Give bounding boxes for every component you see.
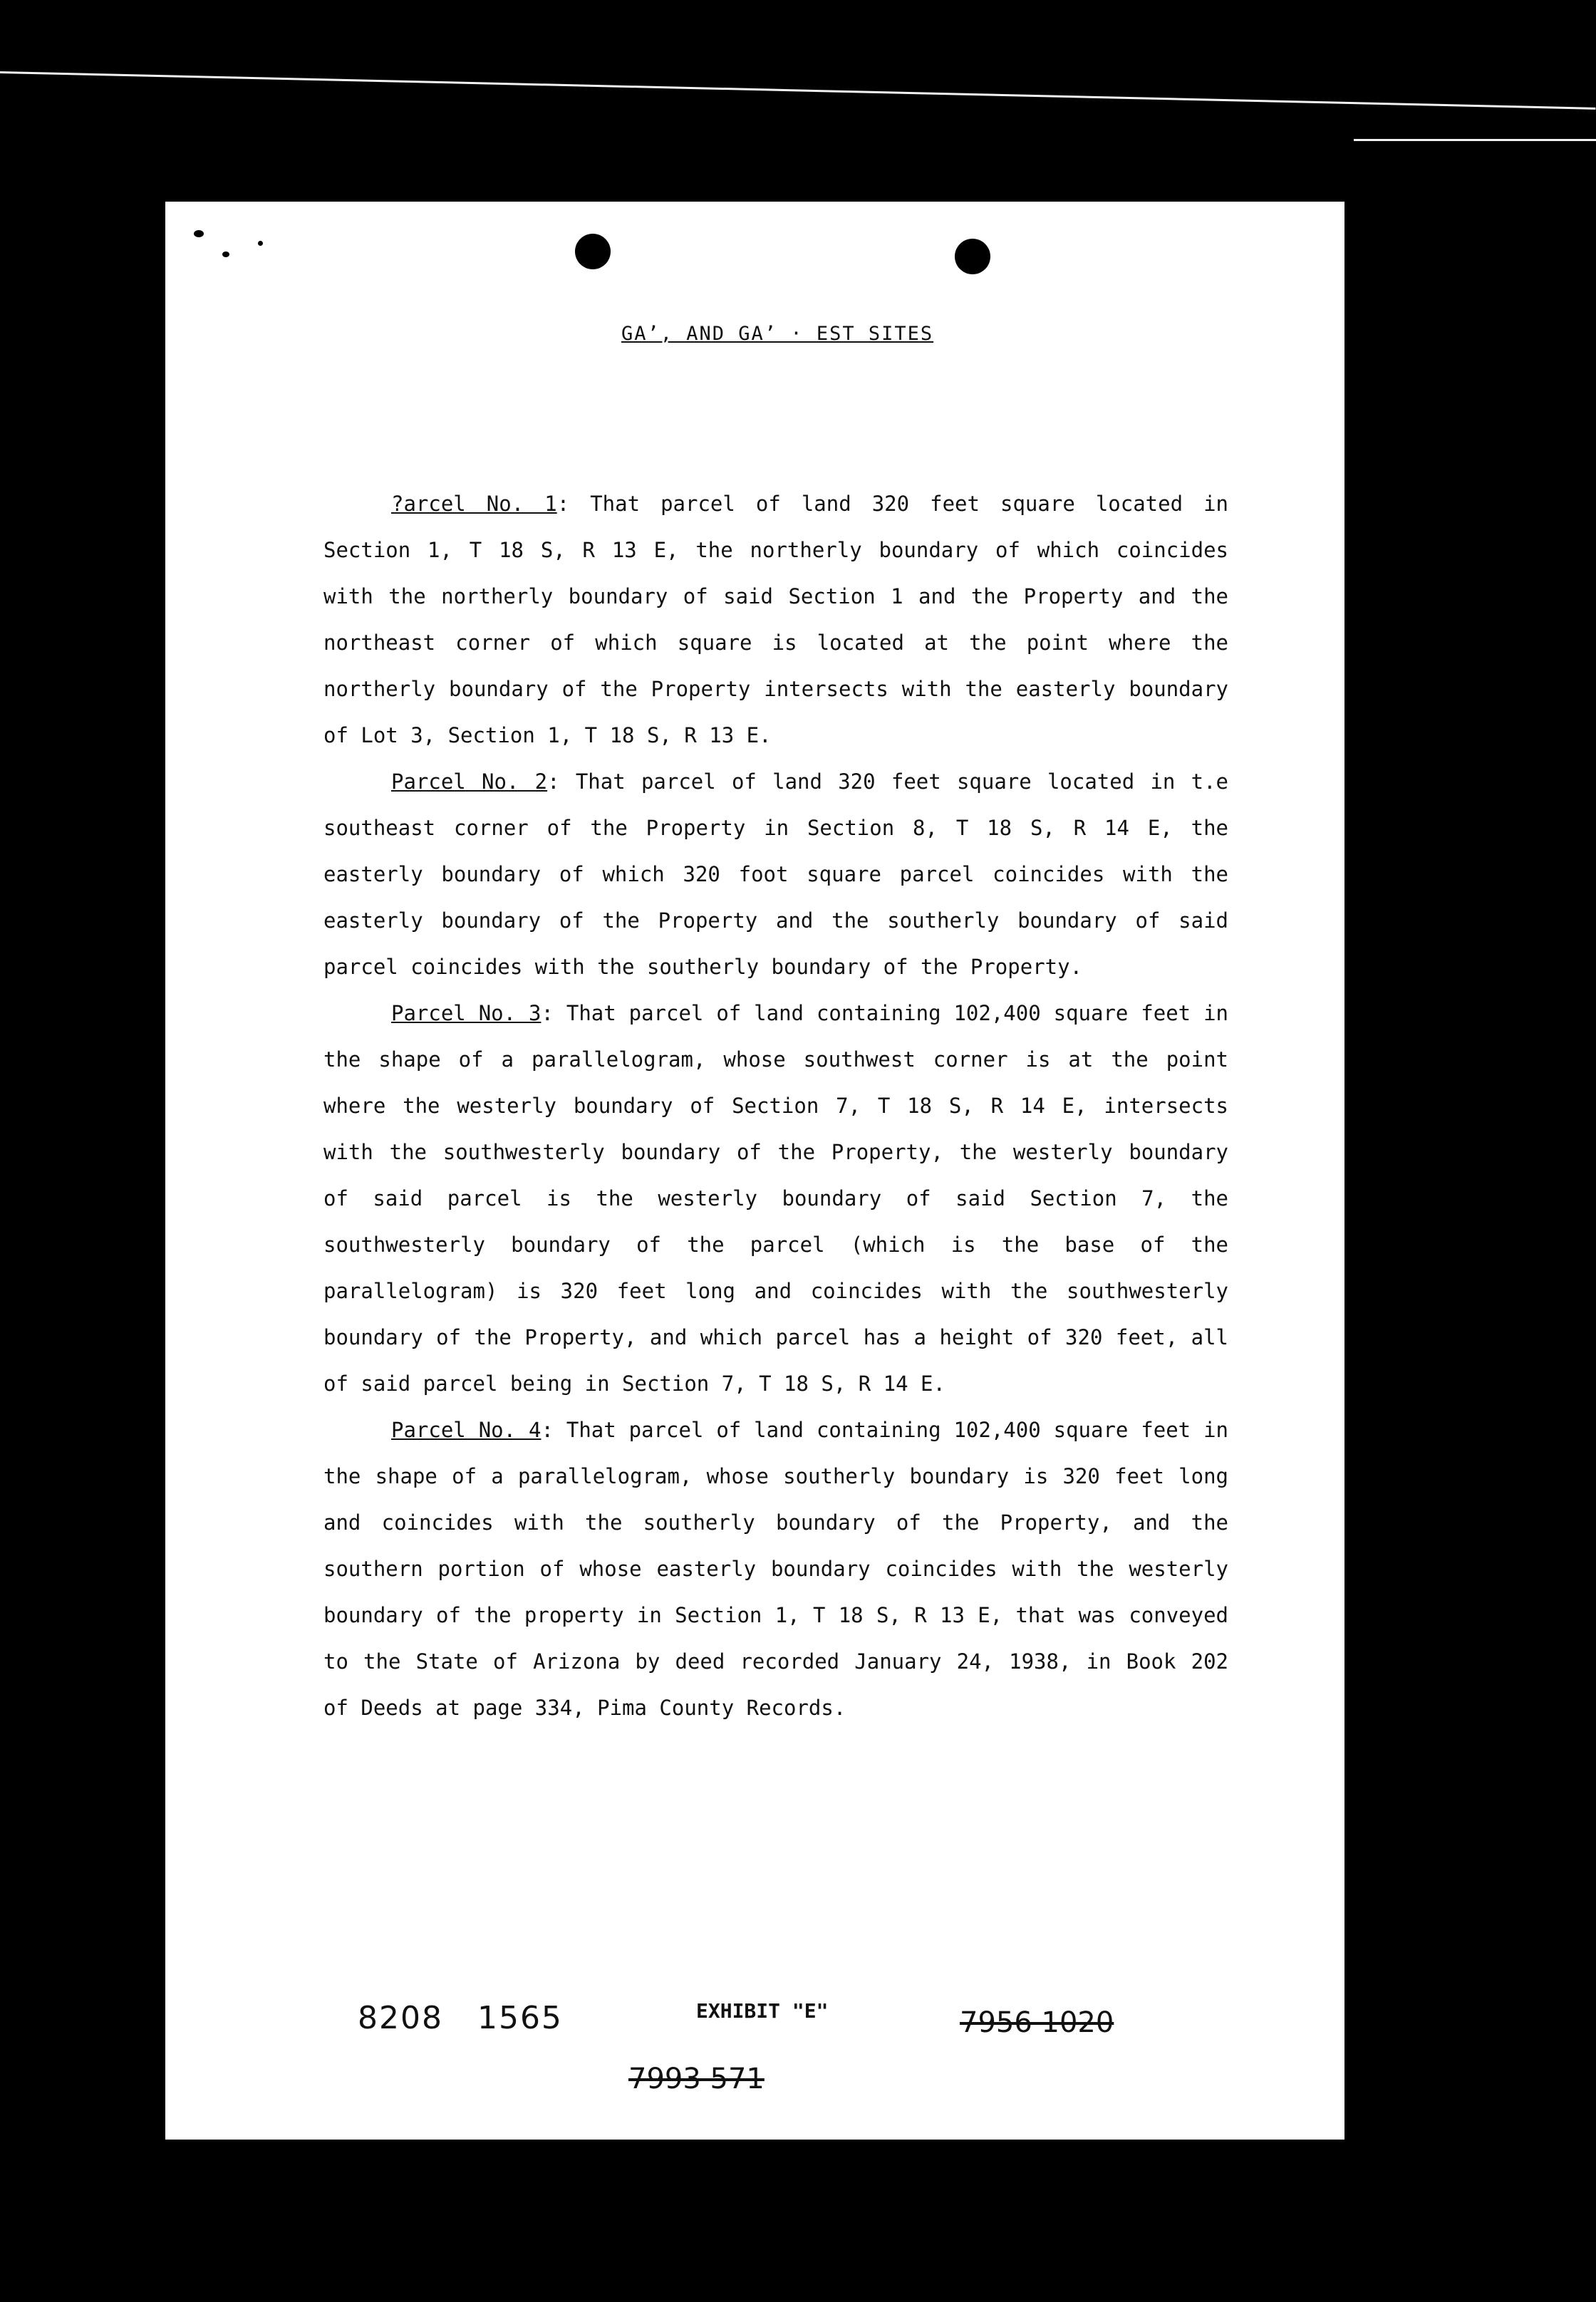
parcel-1-paragraph — [323, 481, 1228, 759]
parcel-2-text: : That parcel of land 320 feet square located in t.e southeast corner of the Property in Section 8, T 18 S, R 14 E, the easterly boundary of which 320 foot square parcel coincides with the easterly boundary of the Property and the southerly boundary of said parcel coincides with the southerly boundary of the Property. — [323, 769, 1228, 979]
document-body — [323, 481, 1228, 1731]
parcel-4-paragraph — [323, 1407, 1228, 1731]
parcel-4-label: Parcel No. 4 — [391, 1418, 542, 1442]
parcel-3-label: Parcel No. 3 — [391, 1001, 542, 1025]
parcel-4-text: : That parcel of land containing 102,400 square feet in the shape of a parallelogram, whose southerly boundary is 320 feet long and coincides with the southerly boundary of the Property, and the southern portion of whose easterly boundary coincides with the westerly boundary of the property in Section 1, T 18 S, R 13 E, that was conveyed to the State of Arizona by deed recorded January 24, 1938, in Book 202 of Deeds at page 334, Pima County Records. — [323, 1418, 1228, 1720]
scan-edge-line — [0, 71, 1595, 110]
struck-recording-number: 7956 1020 — [960, 2006, 1114, 2039]
docket-number: 8208 — [358, 2000, 443, 2036]
document-page — [165, 202, 1344, 2140]
parcel-2-label: Parcel No. 2 — [391, 769, 548, 794]
document-title: GA’, AND GA’ · EST SITES — [621, 323, 934, 345]
parcel-1-text: : That parcel of land 320 feet square located in Section 1, T 18 S, R 13 E, the northerly boundary of which coincides with the northerly boundary of said Section 1 and the Property and the northeast corner of which square is located at the point where the northerly boundary of the Property intersects with the easterly boundary of Lot 3, Section 1, T 18 S, R 13 E. — [323, 492, 1228, 747]
parcel-3-text: : That parcel of land containing 102,400 square feet in the shape of a parallelogram, whose southwest corner is at the point where the westerly boundary of Section 7, T 18 S, R 14 E, intersects with the southwesterly boundary of the Property, the westerly boundary of said parcel is the westerly boundary of said Section 7, the southwesterly boundary of the parcel (which is the base of the parallelogram) is 320 feet long and coincides with the southwesterly boundary of the Property, and which parcel has a height of 320 feet, all of said parcel being in Section 7, T 18 S, R 14 E. — [323, 1001, 1228, 1396]
parcel-1-label: ?arcel No. 1 — [391, 492, 557, 516]
scan-speck — [222, 252, 229, 257]
exhibit-label: EXHIBIT "E" — [696, 1999, 829, 2023]
scan-edge-line-right — [1354, 139, 1596, 141]
struck-recording-number-bottom: 7993 571 — [628, 2063, 765, 2095]
recording-number — [358, 2000, 563, 2036]
scan-speck — [194, 230, 204, 237]
page-number: 1565 — [477, 2000, 563, 2036]
scan-speck — [258, 241, 263, 246]
punch-hole-left — [575, 234, 611, 269]
punch-hole-right — [955, 239, 990, 274]
parcel-3-paragraph — [323, 990, 1228, 1407]
parcel-2-paragraph — [323, 759, 1228, 990]
